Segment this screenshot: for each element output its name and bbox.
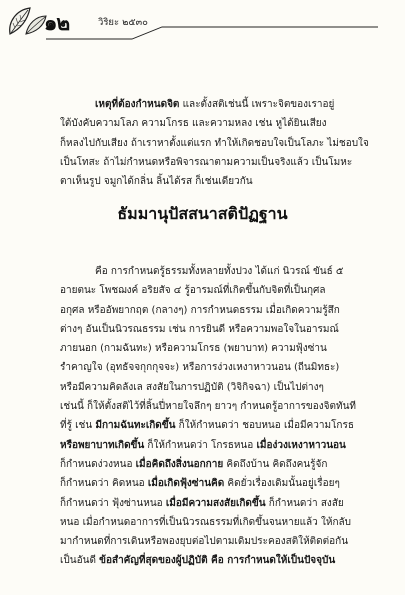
bold-text: เมื่อง่วงเหงาหาวนอน bbox=[256, 439, 346, 451]
text-line bbox=[60, 513, 390, 532]
text-line bbox=[60, 532, 390, 551]
intro-paragraph bbox=[60, 95, 390, 191]
bold-text: มีกามฉันทะเกิดขึ้น bbox=[95, 420, 176, 432]
text-run: ก็กำหนดง่วงหนอ bbox=[60, 458, 136, 470]
text-line bbox=[60, 455, 390, 474]
text-line bbox=[60, 301, 390, 320]
bold-text: เมื่อมีความสงสัยเกิดขึ้น bbox=[165, 497, 266, 509]
text-run: หรือมีความคิดลังเล สงสัยในการปฏิบัติ (วิจิกิจฉา) เป็นไปต่างๆ bbox=[60, 381, 324, 393]
text-line bbox=[60, 134, 390, 153]
text-line bbox=[60, 114, 390, 133]
text-run: อายตนะ โพชฌงค์ อริยสัจ ๔ รู้อารมณ์ที่เกิดขึ้นกับจิตที่เป็นกุศล bbox=[60, 285, 326, 297]
text-line bbox=[60, 172, 390, 191]
bold-text: เหตุที่ต้องกำหนดจิต bbox=[95, 99, 180, 110]
text-run: คือ การกำหนดรู้ธรรมทั้งหลายทั้งปวง ได้แก่ นิวรณ์ ขันธ์ ๕ bbox=[95, 266, 344, 277]
text-run: ต่างๆ อันเป็นนิวรณธรรม เช่น การยินดี หรือความพอใจในอารมณ์ bbox=[60, 323, 339, 335]
text-run: ก็หลงไปกับเสียง ถ้าเราหาตั้งแต่แรก ทำให้เกิดชอบใจเป็นโลภะ ไม่ชอบใจ bbox=[60, 137, 369, 149]
text-line bbox=[60, 494, 390, 513]
text-run: ภายนอก (กามฉันทะ) หรือความโกรธ (พยาบาท) ความฟุ้งซ่าน bbox=[60, 343, 327, 355]
bold-text: หรือพยาบาทเกิดขึ้น bbox=[60, 439, 145, 451]
text-line bbox=[60, 153, 390, 172]
text-line bbox=[60, 358, 390, 377]
text-run: ตาเห็นรูป จมูกได้กลิ่น ลิ้นได้รส ก็เช่นเดียวกัน bbox=[60, 176, 253, 188]
bold-text: เมื่อคิดถึงสิ่งนอกกาย bbox=[135, 458, 224, 470]
text-run: ที่รู้ เช่น bbox=[60, 420, 96, 432]
text-run: และตั้งสติเช่นนี้ เพราะจิตของเราอยู่ bbox=[179, 99, 335, 110]
text-run: คิดยั่วเรื่องเดิมนั้นอยู่เรื่อยๆ bbox=[224, 478, 340, 490]
bold-text: เมื่อเกิดฟุ้งซ่านคิด bbox=[147, 478, 225, 490]
text-run: อกุศล หรืออัพยากฤต (กลางๆ) การกำหนดธรรม เมื่อเกิดความรู้สึก bbox=[60, 304, 340, 316]
text-run: เช่นนี้ ก็ให้ตั้งสติไว้ที่ลิ้นปี่หายใจลึกๆ ยาวๆ กำหนดรู้อาการของจิตทันที bbox=[60, 401, 357, 413]
text-line bbox=[60, 474, 390, 493]
text-line bbox=[60, 378, 390, 397]
text-line bbox=[60, 320, 390, 339]
text-run: เป็นโทสะ ถ้าไม่กำหนดหรือพิจารณาตามความเป็นจริงแล้ว เป็นโมหะ bbox=[60, 156, 353, 168]
text-line bbox=[60, 339, 390, 358]
page-header bbox=[0, 0, 405, 50]
text-run: หนอ เมื่อกำหนดอาการที่เป็นนิวรณธรรมที่เกิดขึ้นจนหายแล้ว ให้กลับ bbox=[60, 516, 351, 528]
text-line bbox=[60, 95, 390, 114]
text-line bbox=[60, 551, 390, 570]
text-run: คิดถึงบ้าน คิดถึงคนรู้จัก bbox=[223, 458, 328, 470]
text-run: ใต้บังคับความโลภ ความโกรธ และความหลง เช่น หูได้ยินเสียง bbox=[60, 118, 327, 130]
text-run: เป็นอันดี bbox=[60, 555, 100, 567]
text-line bbox=[60, 397, 390, 416]
text-line bbox=[60, 436, 390, 455]
header-rule bbox=[0, 0, 405, 50]
text-run: ก็กำหนดว่า ฟุ้งซ่านหนอ bbox=[60, 497, 166, 509]
bold-text: ข้อสำคัญที่สุดของผู้ปฏิบัติ คือ การกำหนดให้เป็นปัจจุบัน bbox=[99, 555, 336, 567]
text-line bbox=[60, 416, 390, 435]
text-line bbox=[60, 262, 390, 281]
text-run: ก็ให้กำหนดว่า ชอบหนอ เมื่อมีความโกรธ bbox=[175, 420, 354, 432]
page-number: ๑๒ bbox=[44, 10, 70, 35]
text-run: ก็กำหนดว่า สงสัย bbox=[265, 497, 344, 509]
text-line bbox=[60, 281, 390, 300]
text-run: ก็กำหนดว่า คิดหนอ bbox=[60, 478, 148, 490]
text-run: รำคาญใจ (อุทธัจจกุกกุจจะ) หรือการง่วงเหงาหาวนอน (ถีนมิทธะ) bbox=[60, 362, 340, 374]
section-title: ธัมมานุปัสสนาสติปัฏฐาน bbox=[117, 204, 288, 223]
text-run: มากำหนดที่การเดินหรือพองยุบต่อไปตามเดิมประคองสติให้ติดต่อกัน bbox=[60, 536, 349, 548]
body-paragraph bbox=[60, 262, 390, 571]
text-run: ก็ให้กำหนดว่า โกรธหนอ bbox=[144, 439, 257, 451]
volume-label: วิริยะ ๒๕๓๐ bbox=[98, 17, 148, 28]
